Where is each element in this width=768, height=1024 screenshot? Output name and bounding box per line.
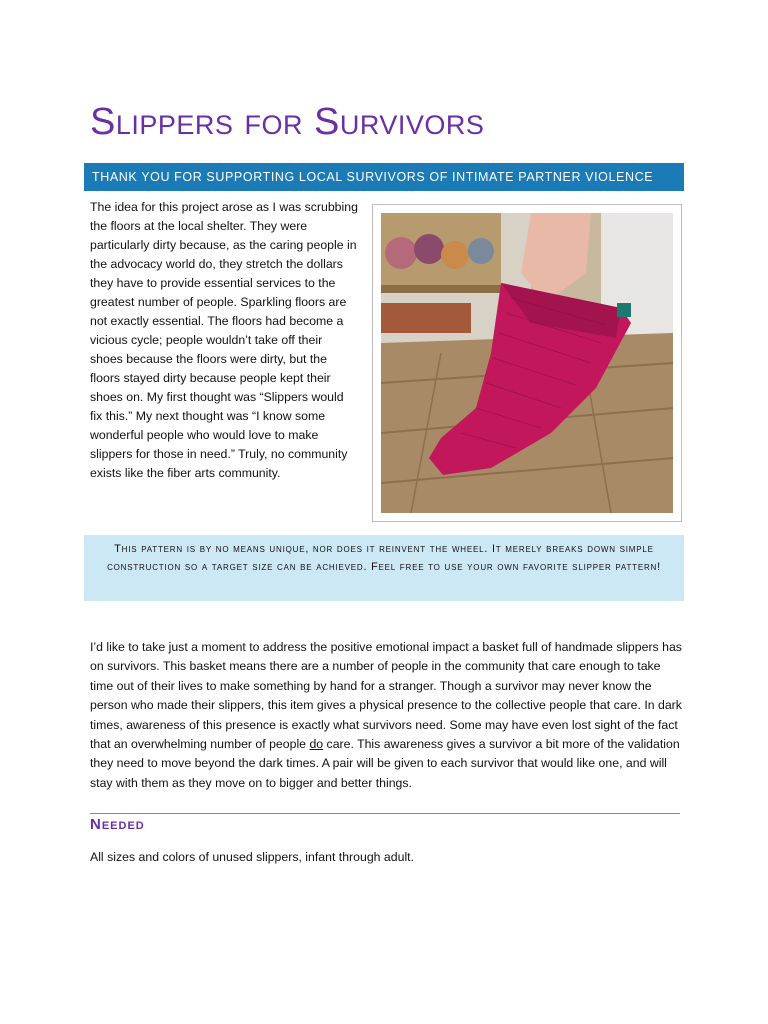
knit-slipper-photo: [381, 213, 673, 513]
needed-heading: Needed: [90, 816, 145, 833]
needed-text: All sizes and colors of unused slippers, infant through adult.: [90, 850, 415, 864]
pattern-note: This pattern is by no means unique, nor does it reinvent the wheel. It merely breaks down simple construction so a target size can be achieved. Feel free to use your own favorite slipper pattern!: [84, 535, 684, 601]
body-paragraph: [90, 638, 682, 793]
page-title: Slippers for Survivors: [90, 101, 485, 143]
photo-frame: [372, 204, 682, 522]
section-divider: [90, 813, 680, 814]
body-underlined-word: do: [309, 737, 324, 752]
banner: THANK YOU FOR SUPPORTING LOCAL SURVIVORS OF INTIMATE PARTNER VIOLENCE: [84, 163, 684, 191]
body-text-start: I’d like to take just a moment to address the positive emotional impact a basket full of handmade slippers has on survivors. This basket means there are a number of people in the community that care enough to take time out of their lives to make something by hand for a stranger. Though a survivor may never know the person who made their slippers, this item gives a physical presence to the collective people that care. In dark times, awareness of this presence is exactly what survivors need. Some may have even lost sight of the fact that an overwhelming number of people: [90, 640, 682, 752]
intro-paragraph: The idea for this project arose as I was scrubbing the floors at the local shelter. They were particularly dirty because, as the caring people in the advocacy world do, they stretch the dollars they have to provide essential services to the greatest number of people. Sparkling floors are not exactly essential. The floors had become a vicious cycle; people wouldn’t take off their shoes because the floors were dirty, but the floors stayed dirty because people kept their shoes on. My first thought was “Slippers would fix this.” My next thought was “I know some wonderful people who would love to make slippers for those in need.” Truly, no community exists like the fiber arts community.: [90, 200, 358, 480]
body-text-end: care. This awareness gives a survivor a bit more of the validation they need to move beyond the dark times. A pair will be given to each survivor that would like one, and will stay with them as they move on to bigger and better things.: [90, 737, 680, 790]
